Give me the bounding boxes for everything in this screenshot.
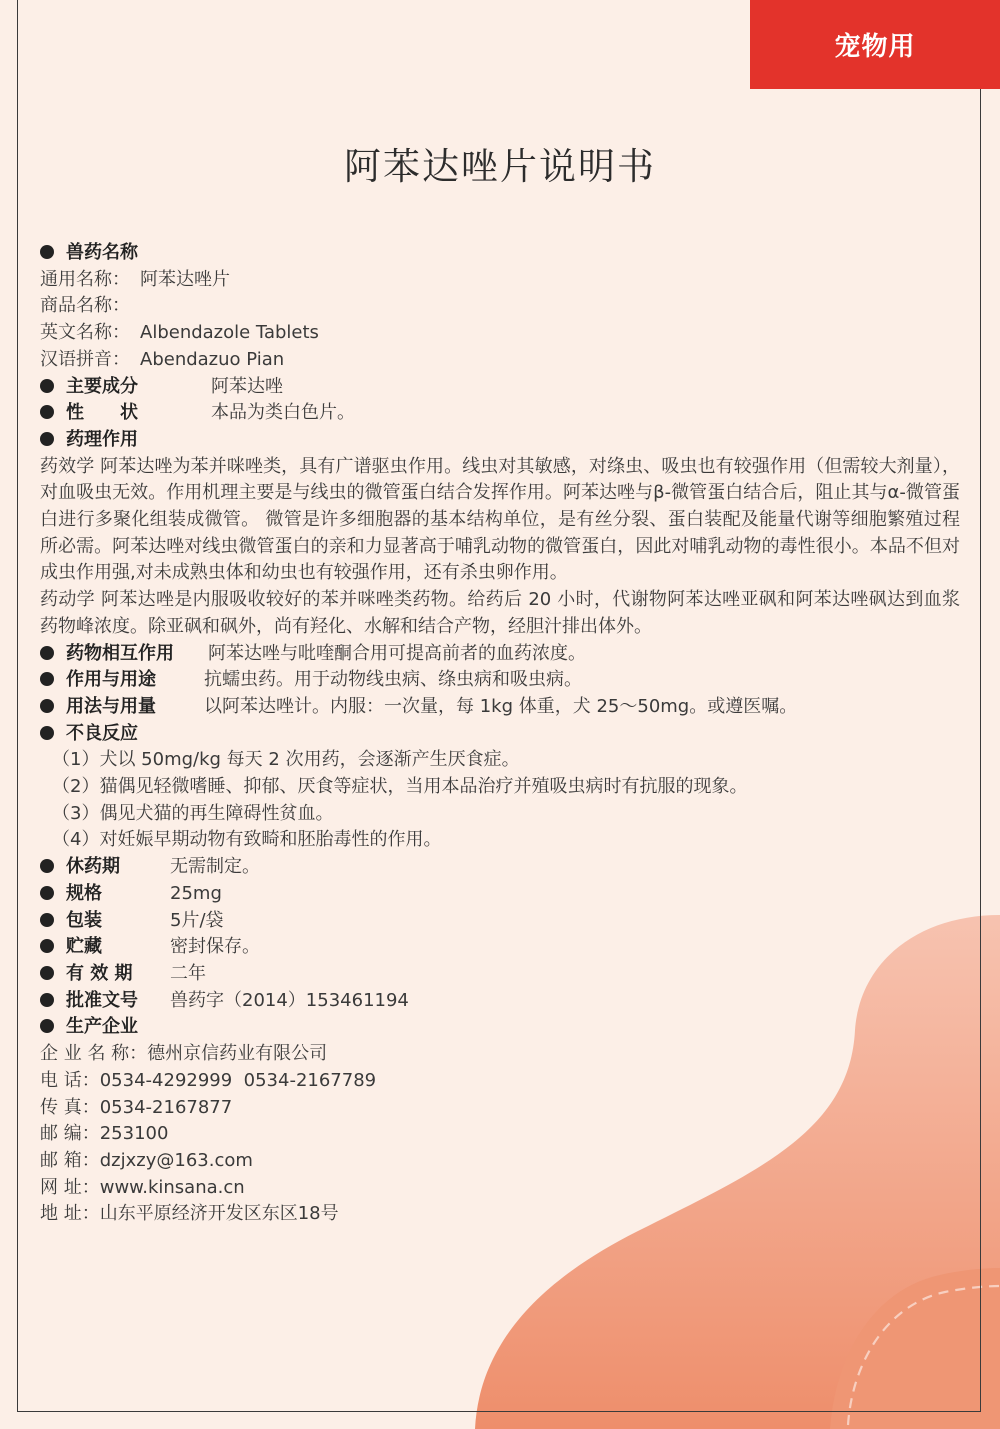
document-body	[40, 240, 960, 1228]
trade-name-row: 商品名称：	[40, 295, 130, 317]
section-approval-number: 批准文号 兽药字（2014）153461194	[40, 988, 960, 1015]
section-storage: 贮藏 密封保存。	[40, 934, 960, 961]
pharmacokinetics-text: 药动学 阿苯达唑是内服吸收较好的苯并咪唑类药物。给药后 20 小时，代谢物阿苯达唑亚砜和阿苯达唑砜达到血浆药物峰浓度。除亚砜和砜外，尚有羟化、水解和结合产物，经胆汁排出体外。	[40, 589, 960, 637]
section-specification: 规格 25mg	[40, 881, 960, 908]
section-withdrawal-period: 休药期 无需制定。	[40, 854, 960, 881]
bullet-icon	[40, 966, 54, 980]
bullet-icon	[40, 859, 54, 873]
section-properties: 性 状 本品为类白色片。	[40, 400, 960, 427]
bullet-icon	[40, 245, 54, 259]
section-adverse-reactions: 不良反应	[40, 721, 960, 748]
section-main-ingredient: 主要成分 阿苯达唑	[40, 374, 960, 401]
bullet-icon	[40, 886, 54, 900]
adverse-item: （4）对妊娠早期动物有致畸和胚胎毒性的作用。	[52, 829, 442, 851]
section-pharmacology: 药理作用	[40, 427, 960, 454]
postcode-row: 邮 编：253100	[40, 1123, 169, 1145]
email-link[interactable]: dzjxzy@163.com	[99, 1149, 253, 1171]
bullet-icon	[40, 405, 54, 419]
email-row: 邮 箱：dzjxzy@163.com	[40, 1149, 253, 1171]
pharmacodynamics-text: 药效学 阿苯达唑为苯并咪唑类，具有广谱驱虫作用。线虫对其敏感，对绦虫、吸虫也有较强作用（但需较大剂量），对血吸虫无效。作用机理主要是与线虫的微管蛋白结合发挥作用。阿苯达唑与β-微管蛋白结合后，阻止其与α-微管蛋白进行多聚化组装成微管。 微管是许多细胞器的基本结构单位，是有丝分裂、蛋白装配及能量代谢等细胞繁殖过程所必需。阿苯达唑对线虫微管蛋白的亲和力显著高于哺乳动物的微管蛋白，因此对哺乳动物的毒性很小。本品不但对成虫作用强,对未成熟虫体和幼虫也有较强作用，还有杀虫卵作用。	[40, 455, 960, 584]
section-drug-interaction: 药物相互作用 阿苯达唑与吡喹酮合用可提高前者的血药浓度。	[40, 641, 960, 668]
bullet-icon	[40, 726, 54, 740]
bullet-icon	[40, 1019, 54, 1033]
generic-name-row: 通用名称： 阿苯达唑片	[40, 268, 230, 290]
document-title: 阿苯达唑片说明书	[344, 145, 656, 188]
address-row: 地 址：山东平原经济开发区东区18号	[40, 1203, 339, 1225]
bullet-icon	[40, 432, 54, 446]
section-usage: 作用与用途 抗蠕虫药。用于动物线虫病、绦虫病和吸虫病。	[40, 667, 960, 694]
company-name-row: 企 业 名 称：德州京信药业有限公司	[40, 1043, 328, 1065]
fax-row: 传 真：0534-2167877	[40, 1096, 233, 1118]
bullet-icon	[40, 646, 54, 660]
pet-use-badge: 宠物用	[750, 0, 1000, 89]
phone-row: 电 话：0534-4292999 0534-2167789	[40, 1069, 377, 1091]
pinyin-name-row: 汉语拼音： Abendazuo Pian	[40, 348, 285, 370]
website-link[interactable]: www.kinsana.cn	[99, 1176, 245, 1198]
section-dosage: 用法与用量 以阿苯达唑计。内服：一次量，每 1kg 体重，犬 25～50mg。或遵医嘱。	[40, 694, 960, 721]
bullet-icon	[40, 699, 54, 713]
section-vet-drug-name: 兽药名称	[40, 240, 960, 267]
bullet-icon	[40, 939, 54, 953]
english-name-row: 英文名称： Albendazole Tablets	[40, 322, 319, 344]
bullet-icon	[40, 993, 54, 1007]
section-package: 包装 5片/袋	[40, 908, 960, 935]
adverse-item: （1）犬以 50mg/kg 每天 2 次用药，会逐渐产生厌食症。	[52, 749, 520, 771]
section-manufacturer: 生产企业	[40, 1014, 960, 1041]
adverse-item: （2）猫偶见轻微嗜睡、抑郁、厌食等症状，当用本品治疗并殖吸虫病时有抗服的现象。	[52, 776, 748, 798]
bullet-icon	[40, 913, 54, 927]
bullet-icon	[40, 672, 54, 686]
bullet-icon	[40, 379, 54, 393]
adverse-item: （3）偶见犬猫的再生障碍性贫血。	[52, 802, 334, 824]
section-validity: 有 效 期 二年	[40, 961, 960, 988]
website-row: 网 址：www.kinsana.cn	[40, 1176, 245, 1198]
